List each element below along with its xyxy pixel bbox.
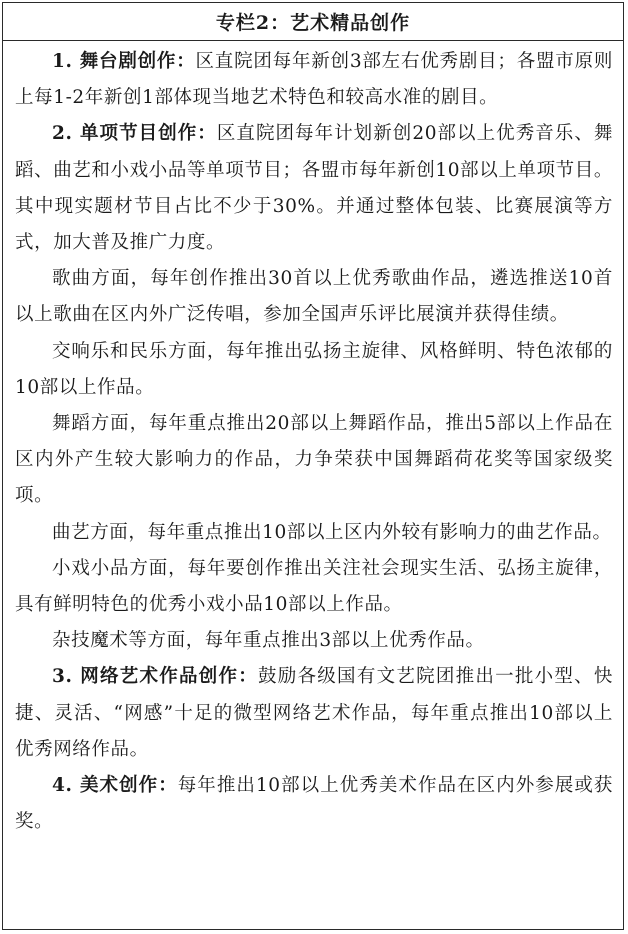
paragraph-text: 小戏小品方面，每年要创作推出关注社会现实生活、弘扬主旋律，具有鲜明特色的优秀小戏小品10部以上作品。 bbox=[15, 557, 613, 616]
paragraph-text: 歌曲方面，每年创作推出30首以上优秀歌曲作品，遴选推送10首以上歌曲在区内外广泛传唱，参加全国声乐评比展演并获得佳绩。 bbox=[15, 268, 613, 326]
paragraph-heading: 2. 单项节目创作： bbox=[52, 123, 217, 145]
paragraph-text: 每年推出10部以上优秀美术作品在区内外参展或获奖。 bbox=[15, 775, 613, 833]
paragraph-quyi bbox=[15, 515, 613, 551]
paragraph-single-programs bbox=[15, 116, 613, 261]
box-title: 专栏2：艺术精品创作 bbox=[3, 3, 623, 41]
paragraph-text: 区直院团每年新创3部左右优秀剧目；各盟市原则上每1-2年新创1部体现当地艺术特色和较高水准的剧目。 bbox=[15, 51, 613, 109]
paragraph-dance bbox=[15, 406, 613, 515]
paragraph-text: 杂技魔术等方面，每年重点推出3部以上优秀作品。 bbox=[52, 630, 485, 652]
paragraph-text: 舞蹈方面，每年重点推出20部以上舞蹈作品，推出5部以上作品在区内外产生较大影响力的作品，力争荣获中国舞蹈荷花奖等国家级奖项。 bbox=[15, 413, 613, 507]
paragraph-online-art bbox=[15, 659, 613, 768]
paragraph-text: 交响乐和民乐方面，每年推出弘扬主旋律、风格鲜明、特色浓郁的10部以上作品。 bbox=[15, 340, 613, 398]
paragraph-text: 鼓励各级国有文艺院团推出一批小型、快捷、灵活、“网感”十足的微型网络艺术作品，每年重点推出10部以上优秀网络作品。 bbox=[15, 666, 613, 760]
paragraph-text: 区直院团每年计划新创20部以上优秀音乐、舞蹈、曲艺和小戏小品等单项节目；各盟市每年新创10部以上单项节目。其中现实题材节目占比不少于30%。并通过整体包装、比赛展演等方式，加大普及推广力度。 bbox=[15, 123, 613, 254]
paragraph-songs bbox=[15, 261, 613, 333]
paragraph-fine-art bbox=[15, 768, 613, 840]
paragraph-symphony bbox=[15, 334, 613, 406]
paragraph-skits bbox=[15, 551, 613, 623]
box-content bbox=[3, 41, 623, 840]
paragraph-heading: 1. 舞台剧创作： bbox=[52, 51, 196, 72]
paragraph-stage-drama bbox=[15, 44, 613, 116]
paragraph-text: 曲艺方面，每年重点推出10部以上区内外较有影响力的曲艺作品。 bbox=[52, 521, 612, 543]
paragraph-acrobatics bbox=[15, 623, 613, 659]
paragraph-heading: 3. 网络艺术作品创作： bbox=[52, 666, 259, 688]
feature-box bbox=[2, 2, 624, 930]
paragraph-heading: 4. 美术创作： bbox=[52, 775, 178, 797]
